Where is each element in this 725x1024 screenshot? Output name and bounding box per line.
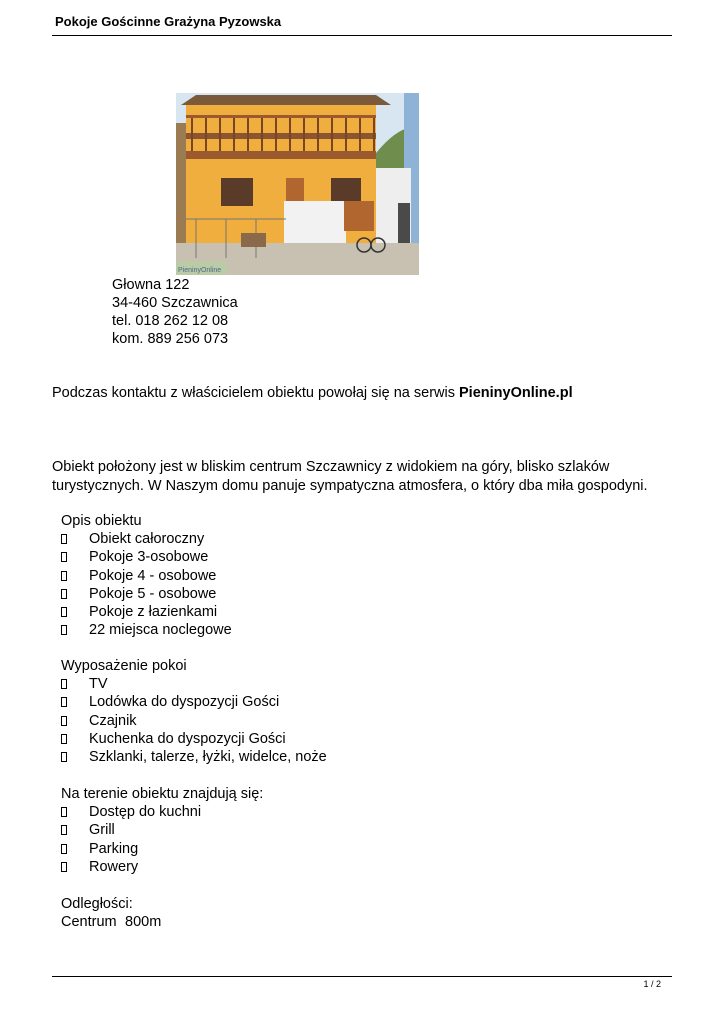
address-line: tel. 018 262 12 08 xyxy=(112,313,229,329)
footer-divider xyxy=(52,976,672,977)
section-heading: Opis obiektu xyxy=(61,513,142,529)
guesthouse-photo xyxy=(176,93,419,275)
section-teren xyxy=(61,785,263,876)
bullet-icon xyxy=(61,716,67,726)
bullet-icon xyxy=(61,552,67,562)
list-item: 22 miejsca noclegowe xyxy=(61,621,232,639)
bullet-icon xyxy=(61,625,67,635)
bullet-icon xyxy=(61,679,67,689)
address-line: 34-460 Szczawnica xyxy=(112,295,238,311)
list-item: Rowery xyxy=(61,858,263,876)
distance-row xyxy=(61,914,161,930)
bullet-icon xyxy=(61,589,67,599)
bullet-icon xyxy=(61,697,67,707)
bullet-icon xyxy=(61,752,67,762)
description-line: Obiekt położony jest w bliskim centrum Szczawnicy z widokiem na góry, blisko szlaków xyxy=(52,459,610,475)
section-wyposazenie xyxy=(61,657,327,766)
page-header-title: Pokoje Gościnne Grażyna Pyzowska xyxy=(55,14,282,29)
description-line: turystycznych. W Naszym domu panuje sympatyczna atmosfera, o który dba miła gospodyni. xyxy=(52,478,648,494)
bullet-icon xyxy=(61,825,67,835)
section-heading: Odległości: xyxy=(61,896,133,912)
page-number: 1 / 2 xyxy=(643,979,661,989)
address-block xyxy=(112,276,238,348)
list-item: Dostęp do kuchni xyxy=(61,803,263,821)
site-name: PieninyOnline.pl xyxy=(459,385,573,401)
list-item: Obiekt całoroczny xyxy=(61,530,232,548)
section-odleglosci xyxy=(61,895,161,931)
bullet-icon xyxy=(61,862,67,872)
address-line: kom. 889 256 073 xyxy=(112,331,229,347)
list-item: Czajnik xyxy=(61,712,327,730)
distance-value: 800m xyxy=(125,914,162,931)
description xyxy=(52,458,648,496)
address-line: Głowna 122 xyxy=(112,277,190,293)
list-item: TV xyxy=(61,675,327,693)
bullet-icon xyxy=(61,571,67,581)
list-item: Pokoje 4 - osobowe xyxy=(61,567,232,585)
section-heading: Wyposażenie pokoi xyxy=(61,658,187,674)
distance-name: Centrum xyxy=(61,914,117,931)
list-item: Parking xyxy=(61,840,263,858)
bullet-icon xyxy=(61,807,67,817)
bullet-icon xyxy=(61,607,67,617)
contact-note: Podczas kontaktu z właścicielem obiektu powołaj się na serwis PieninyOnline.pl xyxy=(52,385,573,401)
list-item: Szklanki, talerze, łyżki, widelce, noże xyxy=(61,748,327,766)
bullet-icon xyxy=(61,844,67,854)
section-heading: Na terenie obiektu znajdują się: xyxy=(61,786,264,802)
list-item: Pokoje 3-osobowe xyxy=(61,548,232,566)
bullet-icon xyxy=(61,534,67,544)
list-item: Kuchenka do dyspozycji Gości xyxy=(61,730,327,748)
photo-watermark: PieninyOnline xyxy=(178,267,222,274)
list-item: Pokoje 5 - osobowe xyxy=(61,585,232,603)
list-item: Lodówka do dyspozycji Gości xyxy=(61,693,327,711)
header-divider xyxy=(52,35,672,36)
list-item: Grill xyxy=(61,821,263,839)
section-opis xyxy=(61,512,232,639)
bullet-icon xyxy=(61,734,67,744)
list-item: Pokoje z łazienkami xyxy=(61,603,232,621)
